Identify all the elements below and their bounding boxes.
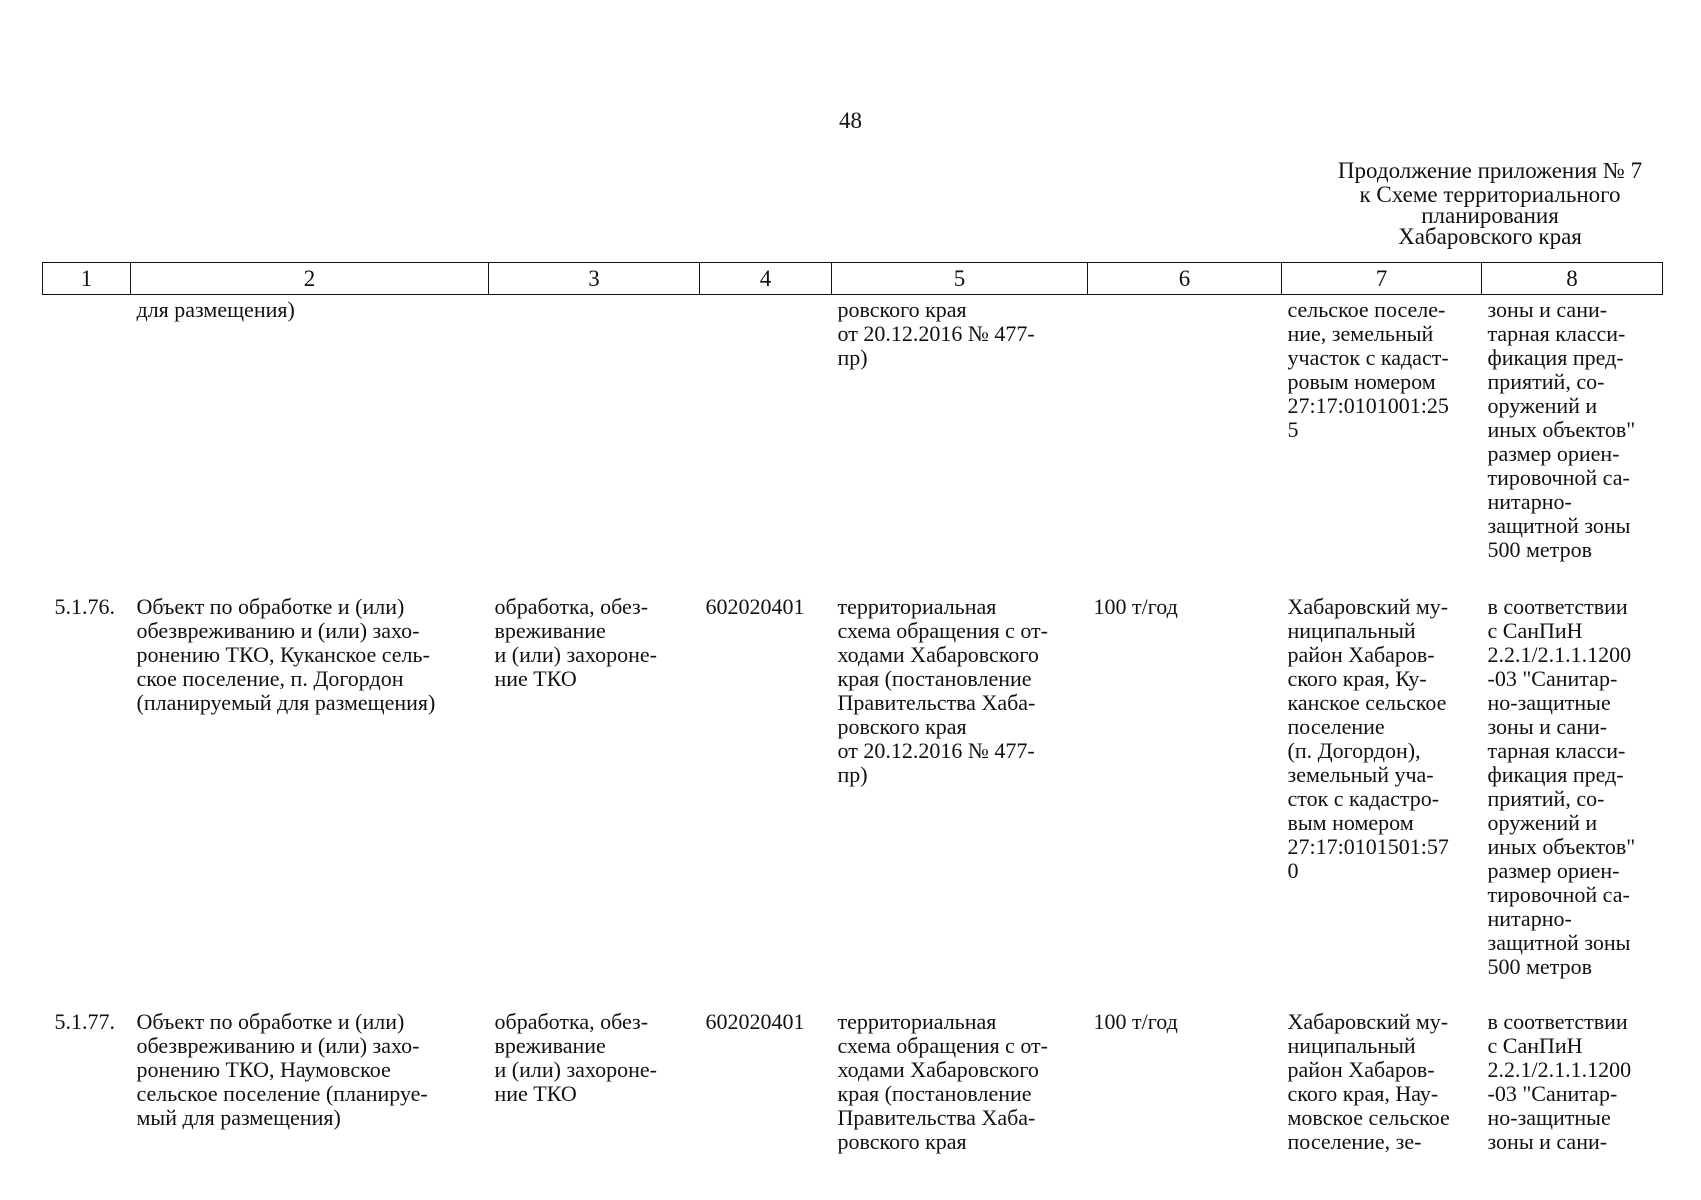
location-line: ниципальный	[1287, 1033, 1416, 1058]
location-line: 27:17:0101501:57	[1287, 834, 1449, 859]
sanitary-zone-line: 500 метров	[1487, 537, 1592, 562]
source-document-line: края (постановление	[837, 666, 1032, 691]
source-document-cell	[832, 580, 1088, 995]
sanitary-zone-line: зоны и сани-	[1487, 1129, 1608, 1154]
activity-type-cell	[489, 580, 700, 995]
activity-type-line: обработка, обез-	[494, 594, 649, 619]
location-line: ского края, Нау-	[1287, 1081, 1439, 1106]
sanitary-zone-line: тировочной са-	[1487, 882, 1630, 907]
sanitary-zone-line: приятий, со-	[1487, 786, 1605, 811]
sanitary-zone-line: но-защитные	[1487, 1105, 1611, 1130]
source-document-line: ровского края	[837, 297, 967, 322]
column-number-header	[43, 263, 1663, 295]
sanitary-zone-line: зоны и сани-	[1487, 297, 1608, 322]
row-number-cell: 5.1.77.	[54, 1009, 115, 1034]
location-line: ниципальный	[1287, 618, 1416, 643]
row-number-cell: 5.1.76.	[54, 594, 115, 619]
location-cell	[1282, 580, 1482, 995]
source-document-cell	[832, 995, 1088, 1154]
source-document-line: пр)	[837, 345, 868, 370]
location-line: сельское поселе-	[1287, 297, 1446, 322]
appendix-title-line: планирования	[1421, 203, 1559, 228]
source-document-line: пр)	[837, 762, 868, 787]
capacity-cell: 100 т/год	[1093, 1009, 1178, 1034]
location-cell	[1282, 995, 1482, 1154]
sanitary-zone-line: -03 "Санитар-	[1487, 1081, 1618, 1106]
object-name-line: ронению ТКО, Наумовское	[136, 1057, 391, 1082]
sanitary-zone-line: зоны и сани-	[1487, 714, 1608, 739]
location-line: ского края, Ку-	[1287, 666, 1427, 691]
sanitary-zone-line: 2.2.1/2.1.1.1200	[1487, 1057, 1632, 1082]
column-number: 7	[1282, 263, 1482, 295]
sanitary-zone-line: иных объектов"	[1487, 834, 1636, 859]
location-line: 5	[1287, 417, 1299, 442]
sanitary-zone-line: нитарно-	[1487, 489, 1572, 514]
sanitary-zone-line: с СанПиН	[1487, 1033, 1583, 1058]
location-line: поселение	[1287, 714, 1385, 739]
location-line: (п. Догордон),	[1287, 738, 1421, 763]
location-line: поселение, зе-	[1287, 1129, 1422, 1154]
source-document-line: края (постановление	[837, 1081, 1032, 1106]
object-name-line: мый для размещения)	[136, 1105, 341, 1130]
sanitary-zone-line: защитной зоны	[1487, 513, 1631, 538]
source-document-line: ровского края	[837, 714, 967, 739]
sanitary-zone-cell	[1482, 580, 1663, 995]
sanitary-zone-line: иных объектов"	[1487, 417, 1636, 442]
object-name-line: для размещения)	[136, 297, 295, 322]
sanitary-zone-line: -03 "Санитар-	[1487, 666, 1618, 691]
sanitary-zone-line: в соответствии	[1487, 1009, 1628, 1034]
activity-type-line: вреживание	[494, 618, 606, 643]
location-cell	[1282, 295, 1482, 581]
source-document-line: ходами Хабаровского	[837, 1057, 1039, 1082]
column-number: 6	[1088, 263, 1282, 295]
location-line: мовское сельское	[1287, 1105, 1450, 1130]
activity-type-line: и (или) захороне-	[494, 642, 657, 667]
source-document-line: схема обращения с от-	[837, 618, 1048, 643]
fkko-code-cell	[700, 295, 832, 581]
source-document-line: территориальная	[837, 594, 997, 619]
table-row	[43, 995, 1663, 1154]
activity-type-line: ние ТКО	[494, 1081, 577, 1106]
object-name-cell	[131, 580, 489, 995]
source-document-line: схема обращения с от-	[837, 1033, 1048, 1058]
activity-type-line: вреживание	[494, 1033, 606, 1058]
table-row	[43, 580, 1663, 995]
sanitary-zone-line: оружений и	[1487, 393, 1598, 418]
sanitary-zone-cell	[1482, 995, 1663, 1154]
appendix-title-line: Хабаровского края	[1398, 224, 1582, 249]
location-line: ние, земельный	[1287, 321, 1434, 346]
location-line: район Хабаров-	[1287, 1057, 1435, 1082]
sanitary-zone-line: в соответствии	[1487, 594, 1628, 619]
source-document-line: Правительства Хаба-	[837, 690, 1036, 715]
object-name-line: (планируемый для размещения)	[136, 690, 436, 715]
sanitary-zone-line: фикация пред-	[1487, 345, 1624, 370]
location-line: Хабаровский му-	[1287, 594, 1449, 619]
row-number-cell	[43, 295, 131, 581]
object-name-cell	[131, 295, 489, 581]
source-document-cell	[832, 295, 1088, 581]
sanitary-zone-line: фикация пред-	[1487, 762, 1624, 787]
sanitary-zone-line: 2.2.1/2.1.1.1200	[1487, 642, 1632, 667]
object-name-line: Объект по обработке и (или)	[136, 1009, 405, 1034]
sanitary-zone-line: с СанПиН	[1487, 618, 1583, 643]
sanitary-zone-line: размер ориен-	[1487, 858, 1620, 883]
sanitary-zone-line: нитарно-	[1487, 906, 1572, 931]
location-line: 0	[1287, 858, 1299, 883]
object-name-line: обезвреживанию и (или) захо-	[136, 1033, 420, 1058]
object-name-cell	[131, 995, 489, 1154]
source-document-line: от 20.12.2016 № 477-	[837, 321, 1035, 346]
source-document-line: ровского края	[837, 1129, 967, 1154]
sanitary-zone-line: тарная класси-	[1487, 738, 1626, 763]
location-line: сток с кадастро-	[1287, 786, 1440, 811]
column-number: 3	[489, 263, 700, 295]
sanitary-zone-line: приятий, со-	[1487, 369, 1605, 394]
source-document-line: ходами Хабаровского	[837, 642, 1039, 667]
fkko-code-cell: 602020401	[705, 594, 805, 619]
sanitary-zone-line: но-защитные	[1487, 690, 1611, 715]
location-line: канское сельское	[1287, 690, 1447, 715]
column-number: 4	[700, 263, 832, 295]
column-number: 8	[1482, 263, 1663, 295]
appendix-title	[1290, 157, 1690, 247]
object-name-line: ронению ТКО, Куканское сель-	[136, 642, 430, 667]
sanitary-zone-line: защитной зоны	[1487, 930, 1631, 955]
object-name-line: ское поселение, п. Догордон	[136, 666, 404, 691]
fkko-code-cell: 602020401	[705, 1009, 805, 1034]
source-document-line: от 20.12.2016 № 477-	[837, 738, 1035, 763]
source-document-line: Правительства Хаба-	[837, 1105, 1036, 1130]
activity-type-cell	[489, 295, 700, 581]
activity-type-line: и (или) захороне-	[494, 1057, 657, 1082]
column-number: 1	[43, 263, 131, 295]
location-line: Хабаровский му-	[1287, 1009, 1449, 1034]
location-line: район Хабаров-	[1287, 642, 1435, 667]
column-number: 2	[131, 263, 489, 295]
appendix-title-line: к Схеме территориального	[1359, 182, 1621, 207]
location-line: 27:17:0101001:25	[1287, 393, 1449, 418]
object-name-line: сельское поселение (планируе-	[136, 1081, 428, 1106]
capacity-cell	[1088, 295, 1282, 581]
sanitary-zone-line: оружений и	[1487, 810, 1598, 835]
page-number: 48	[839, 108, 862, 133]
source-document-line: территориальная	[837, 1009, 997, 1034]
table-row	[43, 295, 1663, 581]
activity-type-cell	[489, 995, 700, 1154]
sanitary-zone-line: 500 метров	[1487, 954, 1592, 979]
table-body	[43, 295, 1663, 1155]
sanitary-zone-line: тировочной са-	[1487, 465, 1630, 490]
sanitary-zone-line: тарная класси-	[1487, 321, 1626, 346]
objects-table	[42, 262, 1663, 1154]
object-name-line: Объект по обработке и (или)	[136, 594, 405, 619]
column-number: 5	[832, 263, 1088, 295]
sanitary-zone-cell	[1482, 295, 1663, 581]
location-line: ровым номером	[1287, 369, 1436, 394]
location-line: земельный уча-	[1287, 762, 1434, 787]
appendix-title-line: Продолжение приложения № 7	[1337, 158, 1643, 183]
location-line: участок с кадаст-	[1287, 345, 1449, 370]
capacity-cell: 100 т/год	[1093, 594, 1178, 619]
object-name-line: обезвреживанию и (или) захо-	[136, 618, 420, 643]
sanitary-zone-line: размер ориен-	[1487, 441, 1620, 466]
activity-type-line: обработка, обез-	[494, 1009, 649, 1034]
location-line: вым номером	[1287, 810, 1414, 835]
activity-type-line: ние ТКО	[494, 666, 577, 691]
